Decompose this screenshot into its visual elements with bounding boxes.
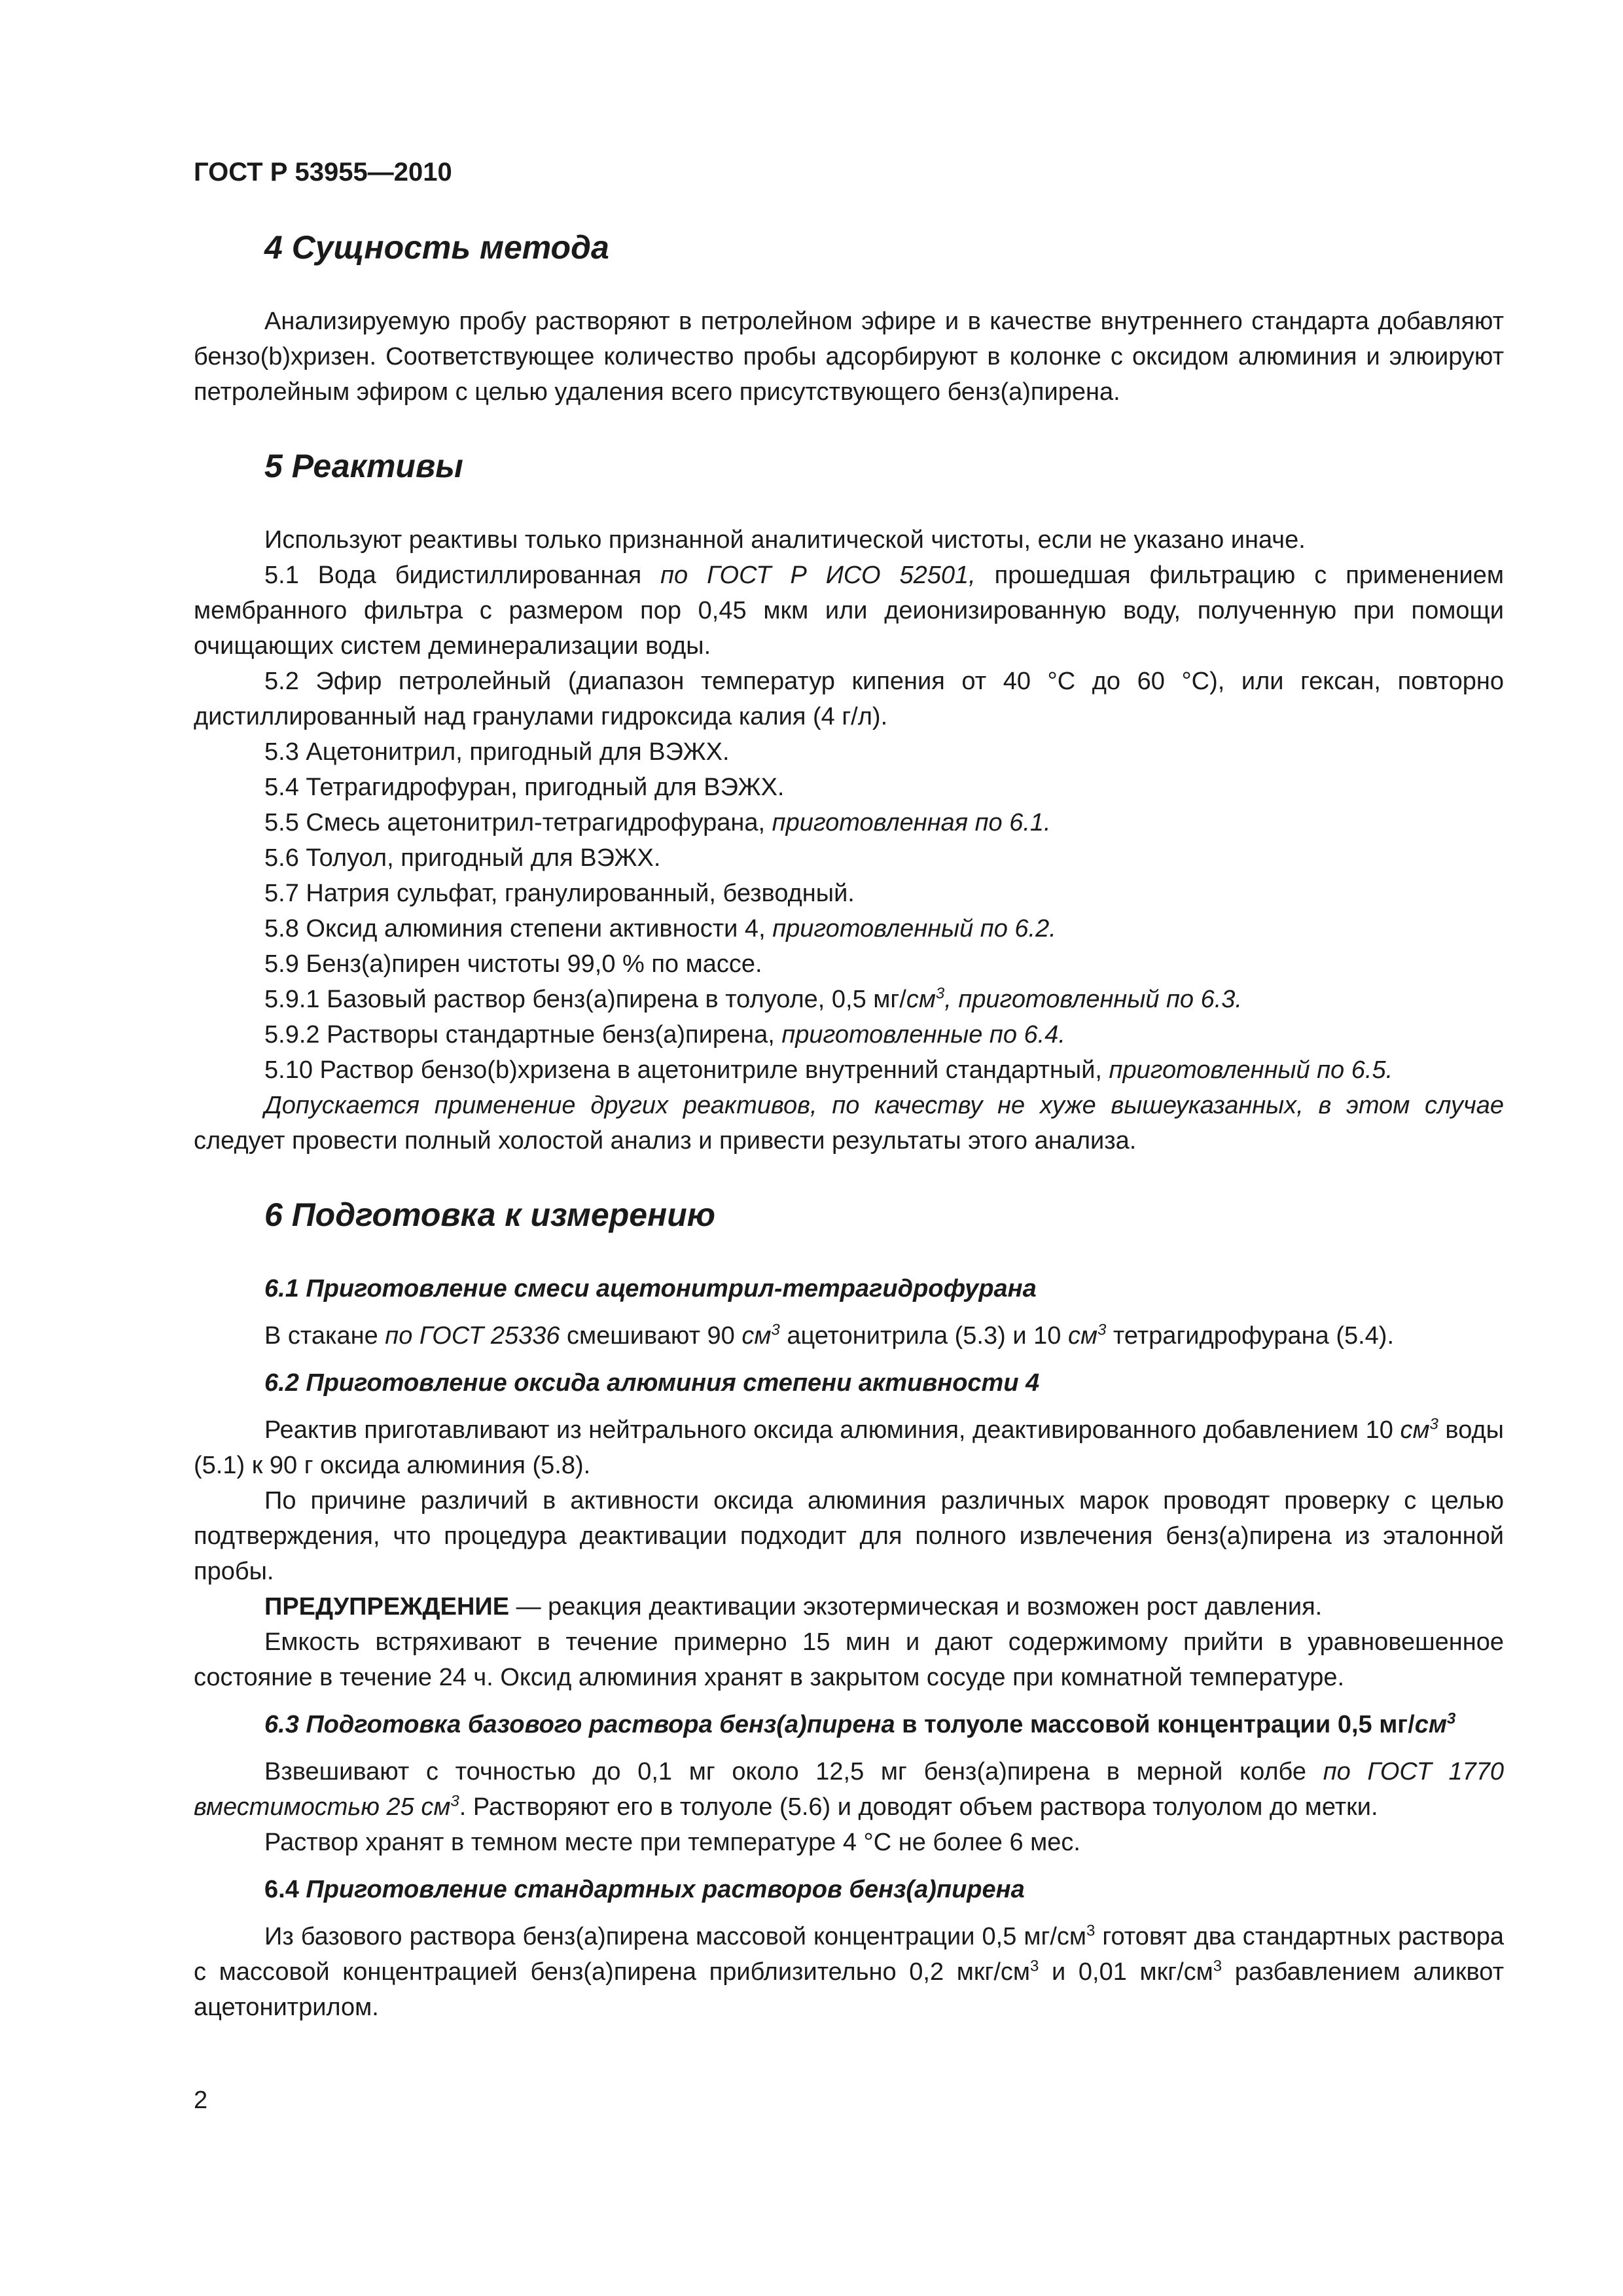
item-5-6: 5.6 Толуол, пригодный для ВЭЖХ. — [264, 844, 661, 872]
item-5-9-2: 5.9.2 Растворы стандартные бенз(а)пирена, приготовленные по 6.4. — [264, 1021, 1065, 1049]
page-number: 2 — [194, 2087, 208, 2114]
item-5-4: 5.4 Тетрагидрофуран, пригодный для ВЭЖХ. — [264, 774, 785, 801]
item-5-8: 5.8 Оксид алюминия степени активности 4, приготовленный по 6.2. — [264, 915, 1056, 942]
item-5-9-1: 5.9.1 Базовый раствор бенз(а)пирена в толуоле, 0,5 $мг/см^3$, приготовленный по 6.3. — [264, 984, 1242, 1013]
subsection-6-2-paragraph-2: По причине различий в активности оксида алюминия различных марок проводят проверку с целью подтверждения, что процедура деактивации подходит для полного извлечения бенз(а)пирена из эталонной пробы. — [194, 1487, 1504, 1585]
subsection-6-2-title: 6.2 Приготовление оксида алюминия степени активности 4 — [264, 1369, 1040, 1397]
subsection-6-3-paragraph-1: Взвешивают с точностью до 0,1 мг около 12,5 мг бенз(а)пирена в мерной колбе по ГОСТ 1770 вместимостью 25 $см^3$. Растворяют его в толуоле (5.6) и доводят объем раствора толуолом до метки. — [194, 1758, 1504, 1821]
subsection-6-3-paragraph-2: Раствор хранят в темном месте при температуре 4 °С не более 6 мес. — [264, 1829, 1080, 1856]
subsection-6-4-paragraph: Из базового раствора бенз(а)пирена массовой концентрации 0,5 $мг/см^3$ готовят два стандартных раствора с массовой концентрацией бенз(а)пирена приблизительно 0,2 мкг/$см^3$ и 0,01 мкг/$см^3$ разбавлением аликвот ацетонитрилом. — [194, 1922, 1504, 2021]
subsection-6-1-text: В стакане по ГОСТ 25336 смешивают 90 $см^3$ ацетонитрила (5.3) и 10 $см^3$ тетрагидрофурана (5.4). — [264, 1321, 1395, 1350]
item-5-9: 5.9 Бенз(а)пирен чистоты 99,0 % по массе. — [264, 950, 762, 978]
subsection-6-2-paragraph-1: Реактив приготавливают из нейтрального оксида алюминия, деактивированного добавлением 10 $см^3$ воды (5.1) к 90 г оксида алюминия (5.8). — [194, 1415, 1504, 1479]
subsection-6-2-paragraph-3: Емкость встряхивают в течение примерно 15 мин и дают содержимому прийти в уравновешенное состояние в течение 24 ч. Оксид алюминия хранят в закрытом сосуде при комнатной температуре. — [194, 1628, 1504, 1691]
section-6-title: 6 Подготовка к измерению — [264, 1196, 716, 1233]
subsection-6-4-title: 6.4 Приготовление стандартных растворов бенз(а)пирена — [264, 1876, 1025, 1903]
item-5-1: 5.1 Вода бидистиллированная по ГОСТ Р ИСО 52501, прошедшая фильтрацию с применением мембранного фильтра с размером пор 0,45 мкм или деионизированную воду, полученную при помощи очищающих систем деминерализации воды. — [194, 562, 1504, 660]
item-5-10: 5.10 Раствор бензо(b)хризена в ацетонитриле внутренний стандартный, приготовленный по 6.5. — [264, 1056, 1393, 1084]
document-page — [194, 154, 1504, 2025]
subsection-6-1-title: 6.1 Приготовление смеси ацетонитрил-тетрагидрофурана — [264, 1275, 1037, 1302]
section-5-note: Допускается применение других реактивов, по качеству не хуже вышеуказанных, в этом случае следует провести полный холостой анализ и привести результаты этого анализа. — [194, 1092, 1504, 1155]
item-5-7: 5.7 Натрия сульфат, гранулированный, безводный. — [264, 880, 855, 907]
section-4-title: 4 Сущность метода — [264, 229, 609, 266]
item-5-3: 5.3 Ацетонитрил, пригодный для ВЭЖХ. — [264, 738, 730, 766]
section-4-paragraph: Анализируемую пробу растворяют в петролейном эфире и в качестве внутреннего стандарта добавляют бензо(b)хризен. Соответствующее количество пробы адсорбируют в колонке с оксидом алюминия и элюируют петролейным эфиром с целью удаления всего присутствующего бенз(а)пирена. — [194, 308, 1504, 406]
item-5-5: 5.5 Смесь ацетонитрил-тетрагидрофурана, приготовленная по 6.1. — [264, 809, 1051, 836]
item-5-2: 5.2 Эфир петролейный (диапазон температур кипения от 40 °С до 60 °С), или гексан, повторно дистиллированный над гранулами гидроксида калия (4 г/л). — [194, 668, 1504, 730]
section-5-intro: Используют реактивы только признанной аналитической чистоты, если не указано иначе. — [264, 526, 1306, 554]
subsection-6-3-title: 6.3 Подготовка базового раствора бенз(а)пирена в толуоле массовой концентрации 0,5 $мг/см^3$ — [264, 1710, 1456, 1738]
document-header: ГОСТ Р 53955—2010 — [194, 158, 452, 187]
section-5-title: 5 Реактивы — [264, 448, 463, 484]
subsection-6-2-warning: ПРЕДУПРЕЖДЕНИЕ — реакция деактивации экзотермическая и возможен рост давления. — [264, 1593, 1323, 1621]
